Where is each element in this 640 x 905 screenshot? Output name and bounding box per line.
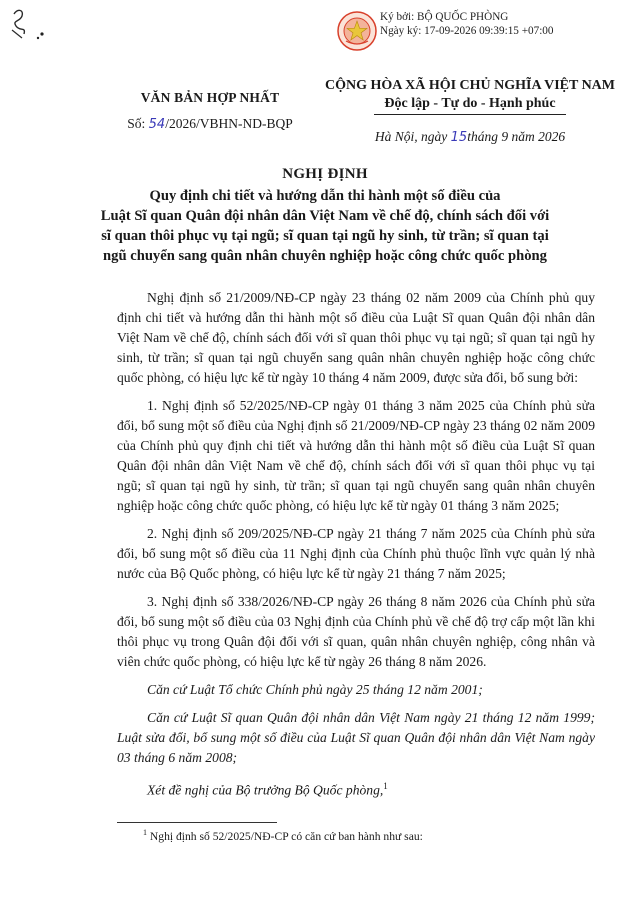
doc-number — [95, 116, 325, 132]
doc-number-handwritten: 54 — [148, 117, 166, 132]
amendment-item: 1. Nghị định số 52/2025/NĐ-CP ngày 01 tháng 3 năm 2025 của Chính phủ sửa đổi, bổ sung một số điều của Nghị định số 21/2009/NĐ-CP ngày 23 tháng 02 năm 2009 của Chính phủ quy định chi tiết và hướng dẫn thi hành một số điều của Luật Sĩ quan Quân đội nhân dân Việt Nam về chế độ, chính sách đối với sĩ quan thôi phục vụ tại ngũ; sĩ quan tại ngũ hy sinh, từ trần; sĩ quan tại ngũ chuyển sang quân nhân chuyên nghiệp hoặc công chức quốc phòng, có hiệu lực kể từ ngày 01 tháng 3 năm 2025; — [117, 398, 595, 513]
place-date-day: 15 — [450, 130, 468, 145]
subject-line: sĩ quan thôi phục vụ tại ngũ; sĩ quan tại ngũ hy sinh, từ trần; sĩ quan tại — [101, 228, 549, 244]
national-header — [300, 78, 640, 145]
footnote-marker: 1 — [143, 828, 147, 837]
amendment-item: 2. Nghị định số 209/2025/NĐ-CP ngày 21 tháng 7 năm 2025 của Chính phủ sửa đổi, bổ sung một số điều của 11 Nghị định của Chính phủ thuộc lĩnh vực quản lý nhà nước của Bộ Quốc phòng, có hiệu lực kể từ ngày 21 tháng 7 năm 2025; — [117, 526, 595, 581]
footnote-ref[interactable]: 1 — [383, 781, 388, 791]
legal-basis: Căn cứ Luật Sĩ quan Quân đội nhân dân Việt Nam ngày 21 tháng 12 năm 1999; Luật sửa đổi, bổ sung một số điều của Luật Sĩ quan Quân đội nhân dân Việt Nam ngày 03 tháng 6 năm 2008; — [117, 710, 595, 765]
legal-basis: Căn cứ Luật Tổ chức Chính phủ ngày 25 tháng 12 năm 2001; — [147, 682, 483, 697]
doc-type: NGHỊ ĐỊNH — [282, 166, 368, 182]
document-body — [117, 288, 595, 809]
document-title — [40, 166, 610, 266]
footnote-divider — [117, 822, 277, 823]
country-name: CỘNG HÒA XÃ HỘI CHỦ NGHĨA VIỆT NAM — [324, 78, 615, 93]
proposal-basis-text: Xét đề nghị của Bộ trưởng Bộ Quốc phòng, — [147, 782, 384, 798]
footnote — [143, 828, 423, 843]
proposal-basis — [117, 776, 595, 801]
signature-text — [380, 10, 554, 38]
subject-line: Luật Sĩ quan Quân đội nhân dân Việt Nam về chế độ, chính sách đối với — [100, 208, 550, 224]
place-date — [300, 129, 640, 145]
doc-subject — [40, 186, 610, 266]
national-emblem-icon — [336, 10, 378, 52]
approval-stamp-mark — [8, 4, 48, 44]
consolidated-doc-header — [95, 90, 325, 132]
doc-number-prefix: Số: — [127, 116, 149, 131]
signer-label: Ký bởi: BỘ QUỐC PHÒNG — [380, 11, 509, 23]
sign-date-label: Ngày ký: 17-09-2026 09:39:15 +07:00 — [380, 25, 554, 37]
place-date-prefix: Hà Nội, ngày — [374, 129, 451, 144]
doc-kind: VĂN BẢN HỢP NHẤT — [140, 90, 280, 105]
subject-line: Quy định chi tiết và hướng dẫn thi hành một số điều của — [149, 188, 501, 204]
intro-paragraph: Nghị định số 21/2009/NĐ-CP ngày 23 tháng 02 năm 2009 của Chính phủ quy định chi tiết và hướng dẫn thi hành một số điều của Luật Sĩ quan Quân đội nhân dân Việt Nam về chế độ, chính sách đối với sĩ quan thôi phục vụ tại ngũ; sĩ quan tại ngũ hy sinh, từ trần; sĩ quan tại ngũ chuyển sang quân nhân chuyên nghiệp hoặc công chức quốc phòng, có hiệu lực kể từ ngày 10 tháng 4 năm 2009, được sửa đổi, bổ sung bởi: — [117, 290, 595, 385]
subject-line: ngũ chuyển sang quân nhân chuyên nghiệp hoặc công chức quốc phòng — [103, 248, 547, 264]
doc-number-suffix: /2026/VBHN-ND-BQP — [165, 116, 293, 131]
place-date-suffix: tháng 9 năm 2026 — [467, 129, 566, 144]
footnote-text: Nghị định số 52/2025/NĐ-CP có căn cứ ban hành như sau: — [147, 829, 423, 843]
amendment-item: 3. Nghị định số 338/2026/NĐ-CP ngày 26 tháng 8 năm 2026 của Chính phủ sửa đổi, bổ sung một số điều của 03 Nghị định của Chính phủ về chế độ trợ cấp một lần khi thôi phục vụ trong Quân đội đối với sĩ quan, quân nhân chuyên nghiệp, công nhân và viên chức quốc phòng, có hiệu lực kể từ ngày 26 tháng 8 năm 2026. — [117, 594, 595, 669]
national-motto: Độc lập - Tự do - Hạnh phúc — [384, 96, 556, 111]
motto-underline — [374, 114, 566, 115]
